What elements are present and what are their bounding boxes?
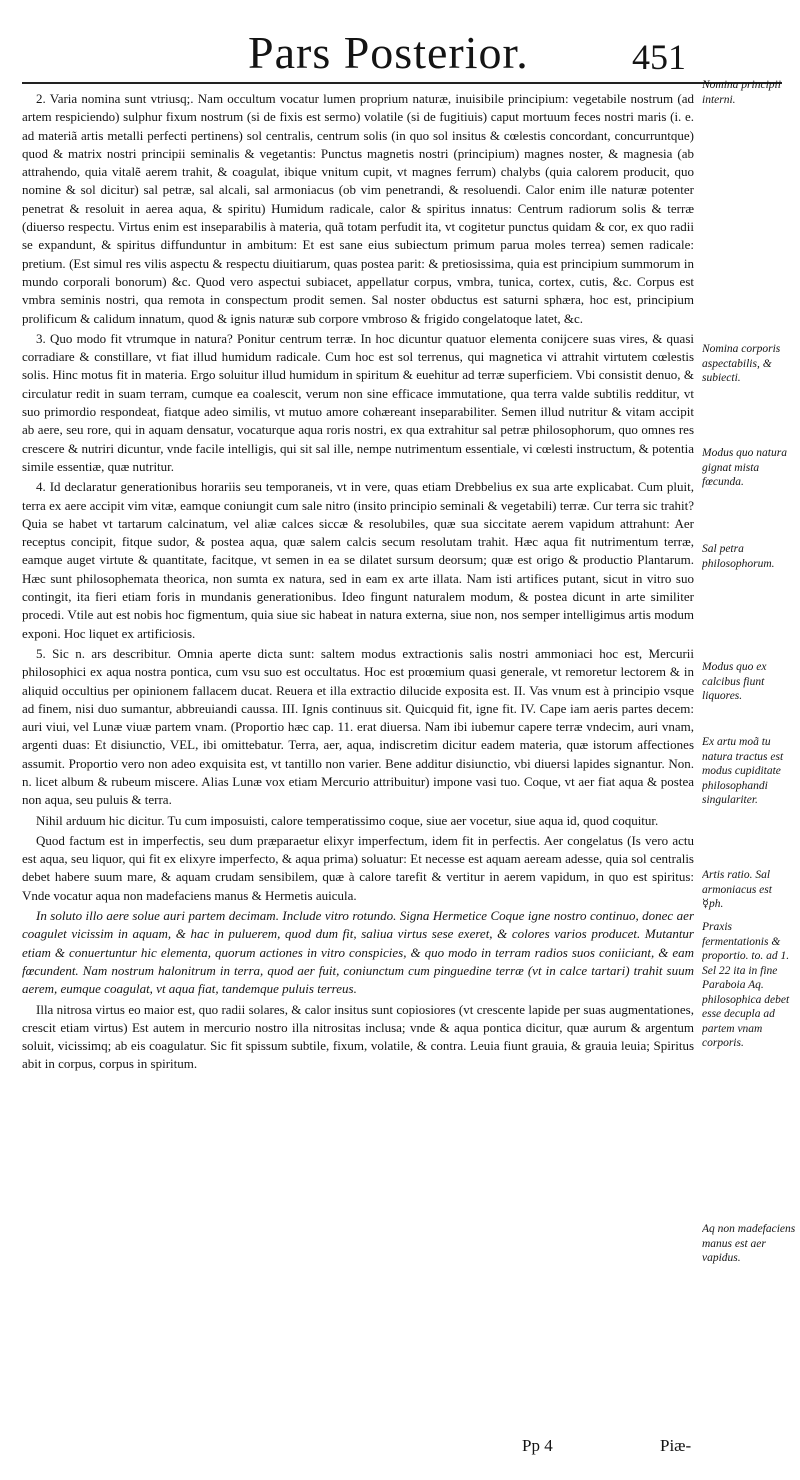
catchword: Piæ- xyxy=(660,1436,692,1455)
paragraph-nihil: Nihil arduum hic dicitur. Tu cum imposuisti, calore temperatissimo coque, siue aer vocetur, siue aqua id, quod coquitur. xyxy=(36,812,659,828)
margin-note: Ex artu moã tu natura tractus est modus cupiditate philosophandi singulariter. xyxy=(702,736,784,806)
paragraph-2: 2. Varia nomina sunt vtriusq;. Nam occultum vocatur lumen proprium naturæ, inuisibile principium: vegetabile nostrum (ad artem respiciendo) sulphur fixum nostrum (si de fixis est sermo) volatile (si de fugitiuis) caput mortuum feces nostri maris (i. e. ad materiã artis metalli perfecti pertinens) sol centralis, centrum solis (in quo sol insitus & cœlestis concordant, concurruntque) quod & matrix nostri principii seminalis & vegetantis: Punctus magnetis nostri (principium) magnes noster, & magnesia (ab attrahendo, quia vitalẽ aerem trahit, & coagulat, ibique vnitum cupit, vt magnes ferrum) chalybs (quia calorem producit, quo nomine & sol dicitur) sal petræ, sal alcali, sal armoniacus (ob vim penetrandi, & resoluendi. Calor enim ille naturæ potenter penetrat & resoluit in aerea aqua, & spiritu) Humidum radicale, calor & spiritus innatus: Centrum radiorum solis & terræ (diuerso respectu. Virtus enim est inseparabilis à materia, quã totam perfudit ita, vt cogitetur punctus quidam & cor, ex quo radii se expandunt, & spiritus diffunduntur in ambitum: Et est sane eius subiectum primum parua moles terrea) semen radicale: pretium. (Est simul res vilis aspectu & respectu diuitiarum, quas postea parit: & pretiosissima, quia est principium summorum in mundo corporali bonorum) &c. Quod vero aspectui subiacet, appellatur corpus, vmbra, tunica, cortex, cutis, &c. Corpus est vmbra seminis nostri, qua remota in conspectum prodit semen. Sal noster obductus est saturni sphæra, hoc est, principium prolificum & calidum innatum, quod & ignis naturæ sub corpore vmbroso & frigido congelatoque latet, &c. xyxy=(22,91,694,326)
margin-note: Praxis fermentationis & proportio. to. ad 1. Sel 22 ita in fine Paraboia Aq. philosophica debet esse decupla ad partem vnam corporis. xyxy=(702,921,790,1049)
paragraph-4: 4. Id declaratur generationibus horariis seu temporaneis, vt in vere, quas etiam Drebbelius ex sua arte explicabat. Cum pluit, terra ex aere accipit vim vitæ, eamque coniungit cum sale nitro (insito principio seminali & vegetabili) terræ. Cur terra sic trahit? Quia se habet vt tartarum calcinatum, vel aliæ calces siccæ & resolubiles, quæ sua siccitate aerem vapidum attrahunt: Aer receptus concipit, fitque sudor, & postea aqua, quæ salem calcis secum resolutam trahit. Hæc aqua fit nutrimentum terræ, eamque auget virtute & quantitate, facitque, vt semen in ea se dilatet sursum deorsum; quæ est origo & productio Plantarum. Hæc sunt philosophemata theorica, non sumta ex natura, sed in eam ex arte illata. Nam isti artifices putant, sicut in vitro suo contingit, ita fieri etiam foris in mundanis generationibus. Ideo fingunt naturalem modum, & postea dicunt in arte similiter procedi. Vtile aut est nobis hoc figmentum, quia siue sic habeat in natura externa, siue non, nos semper intelligimus artis modum exponi. Hoc liquet ex artificiosis. xyxy=(22,479,694,641)
paragraph-illa: Illa nitrosa virtus eo maior est, quo radii solares, & calor insitus sunt copiosiores (vt crescente lapide per suas augmentationes, crescit etiam virtus) Est autem in mercurio nostro illa nitrositas inclusa; vnde & aqua pontica dicitur, quæ aurum & argentum soluit, vicissimq; ab eis coagulatur. Sic fit spissum subtile, fixum, volatile, & contra. Leuia fiunt grauia, & grauia leuia; Spiritus abit in corpus, corpus in spiritum. xyxy=(22,1001,694,1072)
page-header xyxy=(0,14,800,84)
margin-note: Modus quo natura gignat mista fœcunda. xyxy=(702,447,787,488)
header-rule xyxy=(22,82,782,84)
signature-mark: Pp 4 xyxy=(522,1436,553,1455)
margin-note: Aq non madefaciens manus est aer vapidus. xyxy=(702,1223,796,1264)
marginal-notes xyxy=(702,0,796,1480)
paragraph-3: 3. Quo modo fit vtrumque in natura? Ponitur centrum terræ. In hoc dicuntur quatuor elementa conijcere suas vires, & quasi corradiare & constillare, vt fiat illud humidum radicale. Cum hoc est sol terrenus, qui magnetica vi attrahit virtutem cœlestis solis. Hinc motus fit in materia. Ergo soluitur illud humidum in spiritum & euehitur ad terræ superficiem. Vbi consistit denuo, & circulatur redit in suam terram, cumque ea coalescit, verum non sine efficace immutatione, qua terra valde subtilis redditur, vt suo primordio respondeat, fiatque adeo similis, vt mutuo amore cohæreant inseparabiliter. Semen illud nutritur & vitam accipit ab aere, seu rore, qui in aquam densatur, vocaturque aqua roris nostri, ex qua extrahitur sal petræ philosophorum, quo omnes res crescere & nutriri dicuntur, vnde facile intelligis, qui sit sal ille, nempe nutrimentum essentiale, vi cœlesti instructum, & potentia simile essentiæ, quæ nutritur. xyxy=(22,330,694,474)
paragraph-5: 5. Sic n. ars describitur. Omnia aperte dicta sunt: saltem modus extractionis salis nostri ammoniaci hoc est, Mercurii philosophici ex aqua nostra pontica, cum vsu suo est occultatus. Hoc est proœmium quasi generale, vt remoretur lectorem & in aliquid occultius per opinionem fallacem ducat. Reuera et illa extractio dilucide exposita est. II. Vas vnum est à principio vsque ad finem, nisi duo sumantur, abbreuiandi caussa. III. Ignis continuus sit. Quicquid fit, igne fit. IV. Cape iam aeris partes decem: auri viui, vel Lunæ viuæ partem vnam. (Proportio hæc cap. 11. erat diuersa. Nam ibi iubemur capere terræ vndecim, auri vnam, argenti duas: Et disiunctio, VEL, ibi omittebatur. Terra, aer, aqua, indiscretim dicitur eadem materia, quæ istorum affectiones assumit. Proportio vero non adeo exquisita est, vt tantillo non varier. Bene additur disiunctio, vbi diuersi lapides signantur. Non. n. licet album & rubeum miscere. Alias Lunæ vox etiam Mercurio attribuitur) impone vasi tuo. Coque, vt aer fiat aqua & postea non aqua, seu puluis & terra. xyxy=(22,645,694,808)
margin-note: Nomina principii interni. xyxy=(702,79,781,106)
page-footer xyxy=(0,1436,800,1466)
paragraph-quod: Quod factum est in imperfectis, seu dum præparaetur elixyr imperfectum, idem fit in perfectis. Aer congelatus (Is vero actu est aqua, seu liquor, qui fit ex elixyre imperfecto, & aqua prima) soluatur: Et necesse est aquam aeream adesse, quia sol centralis debet habere suum mare, & aquam crudam sensibilem, quæ à calore tarefit & vertitur in aerem vapidum, in quo est spiritus: Vnde vocatur aqua non madefaciens manus & Hermetis auicula. xyxy=(22,832,694,903)
paragraph-in-soluto: In soluto illo aere solue auri partem decimam. Include vitro rotundo. Signa Hermetice Coque igne nostro continuo, donec aer coagulet vicissim in aquam, & hac in puluerem, quod dum fit, saliua virtus sese exeret, & colores varios producet. Mutantur etiam & conuertuntur hic elementa, quorum actiones in vitro conspicies, & quo modo in terram radios suos coniiciant, & eam fœcundent. Nam nostrum halonitrum in terra, quod aer fuit, coniunctum cum pinguedine terræ (vt in calce tartari) trahit suum aerem, eumque coagulat, vt aqua fiat, tandemque puluis terreus. xyxy=(22,908,694,997)
margin-note: Modus quo ex calcibus fiunt liquores. xyxy=(702,661,767,702)
margin-note: Sal petra philosophorum. xyxy=(702,543,775,570)
running-title: Pars Posterior. xyxy=(248,27,529,78)
page-number: 451 xyxy=(632,37,686,77)
margin-note: Artis ratio. Sal armoniacus est ☿ph. xyxy=(702,869,772,910)
main-text xyxy=(22,90,694,1430)
margin-note: Nomina corporis aspectabilis, & subiecti. xyxy=(702,343,781,384)
